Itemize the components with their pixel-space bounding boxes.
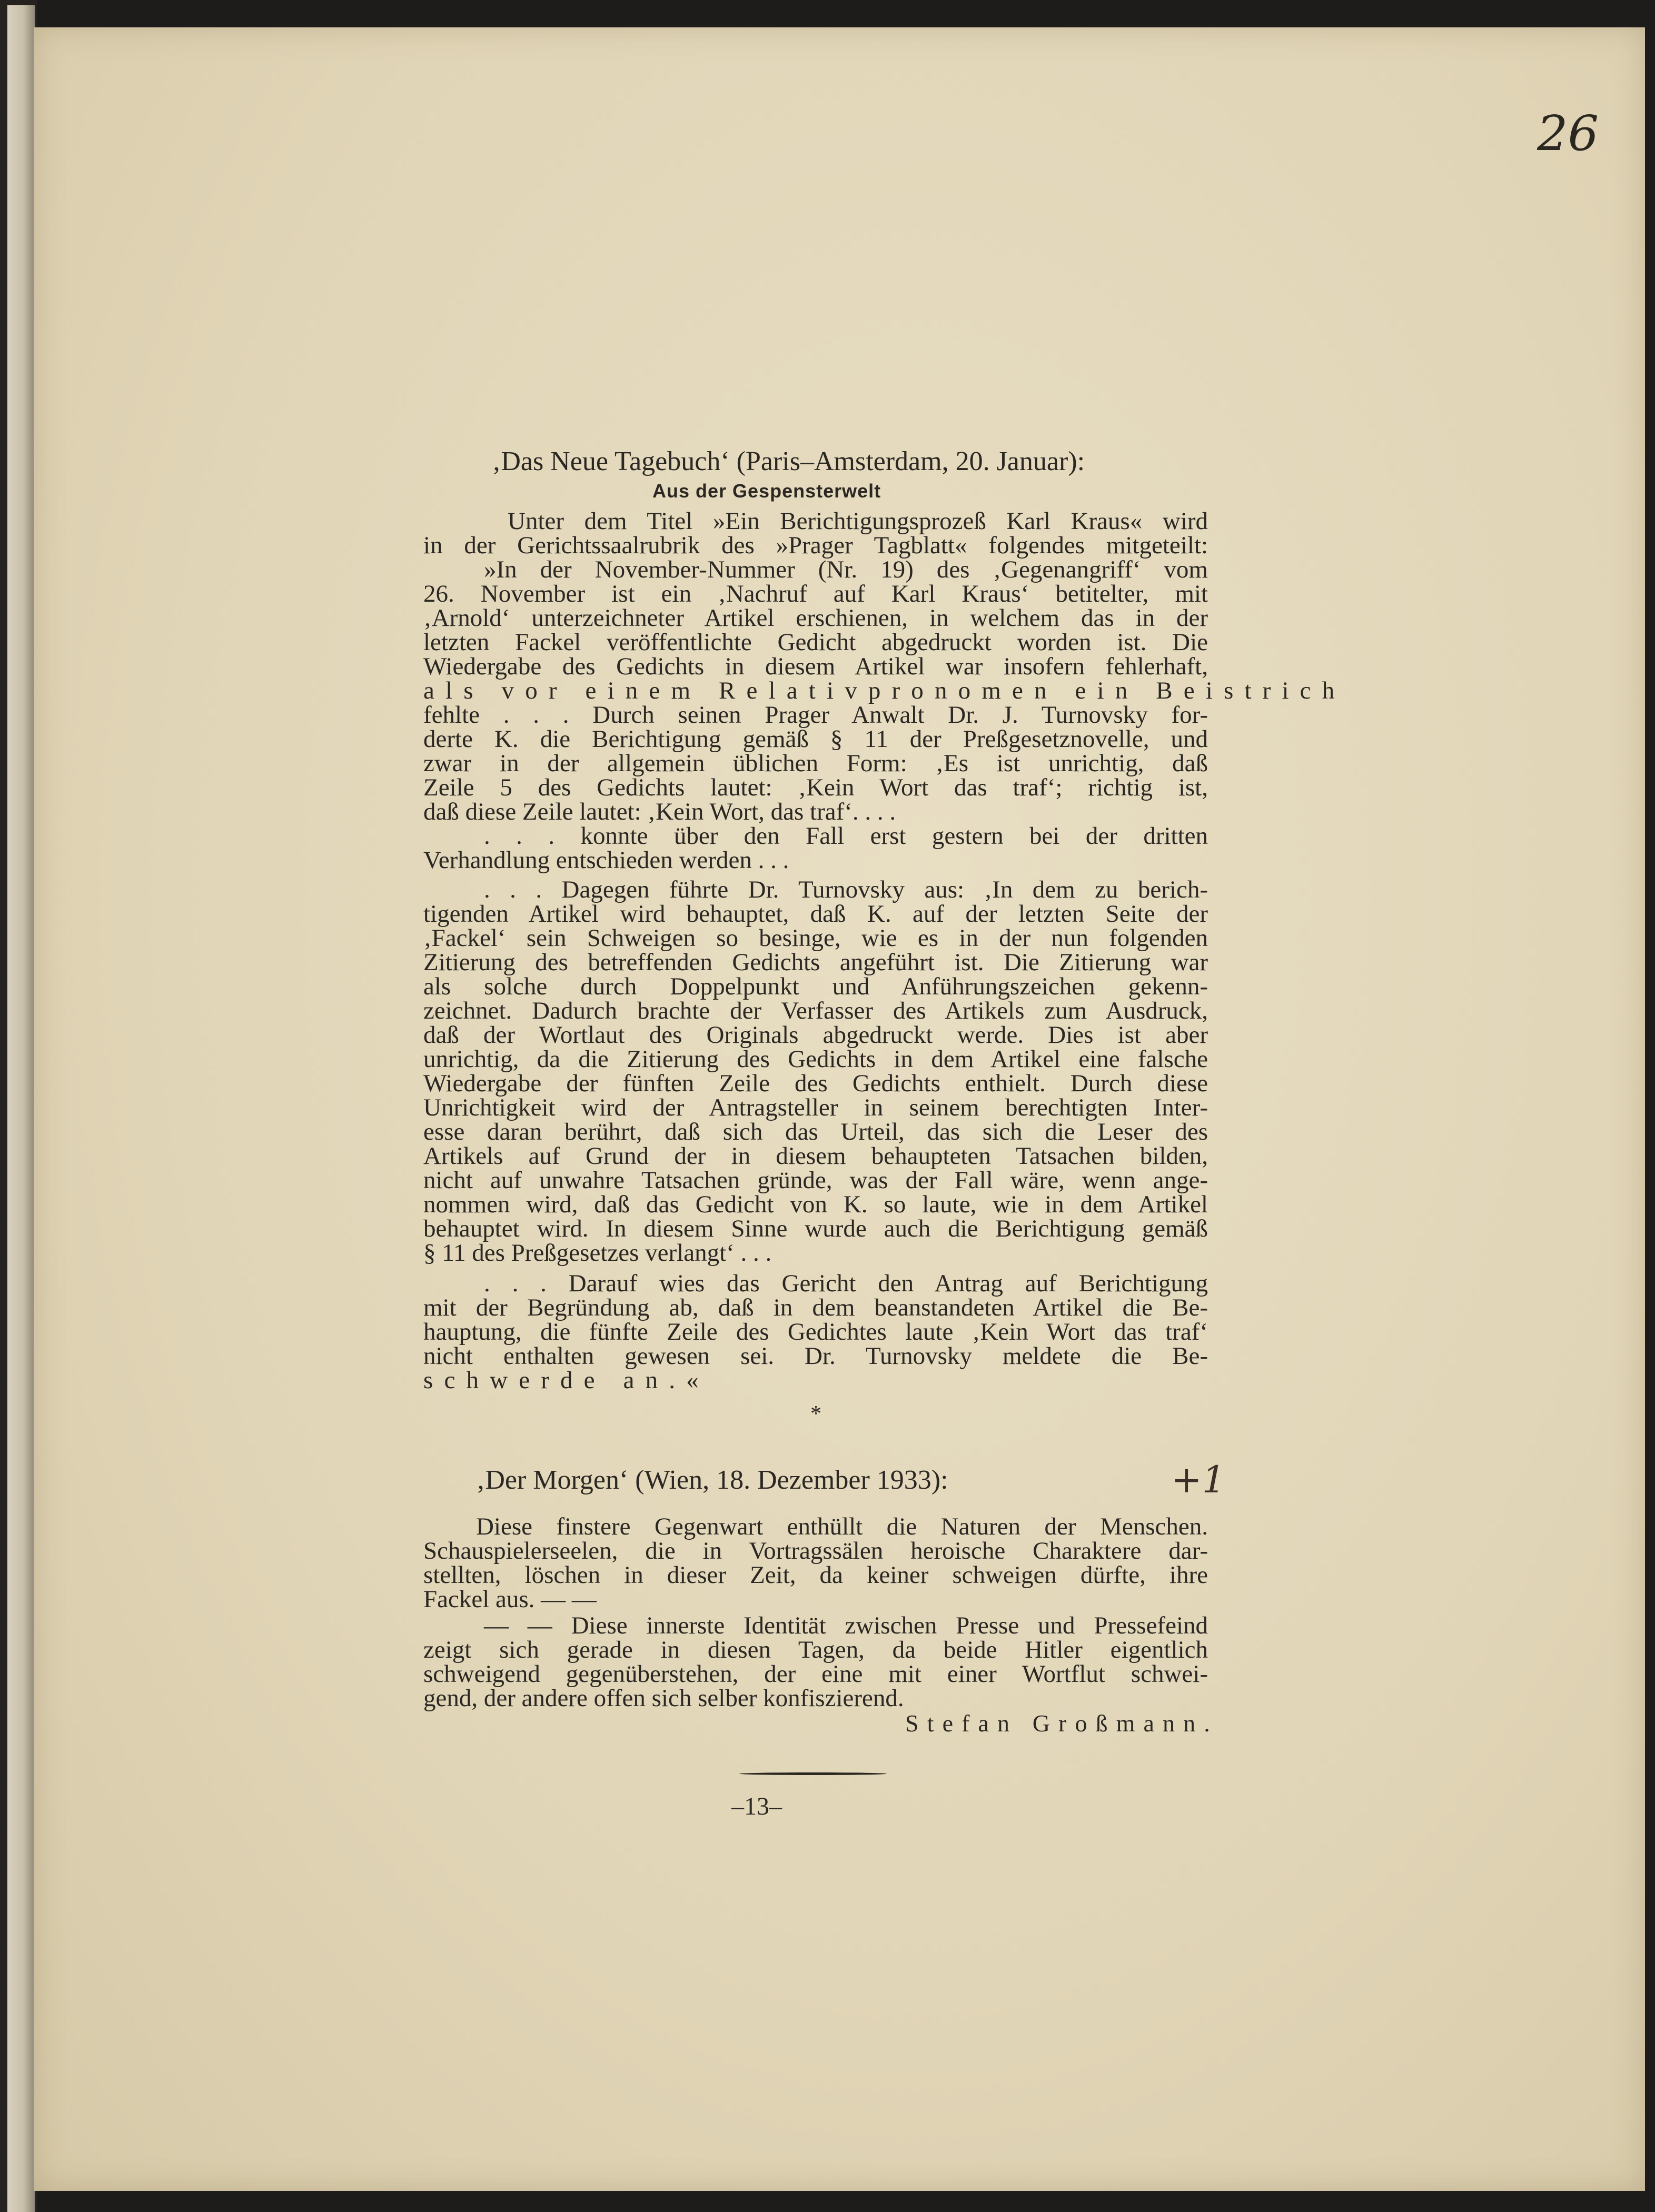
- article-2-line: schweigend gegenüberstehen, der eine mit einer Wortflut schwei-: [423, 1660, 1208, 1688]
- article-2-line: stellten, löschen in dieser Zeit, da keiner schweigen dürfte, ihre: [423, 1561, 1208, 1589]
- article-1-line: esse daran berührt, daß sich das Urteil, das sich die Leser des: [423, 1118, 1208, 1145]
- article-1-line: in der Gerichtssaalrubrik des »Prager Tagblatt« folgendes mitgeteilt:: [423, 532, 1208, 559]
- article-1-line: nicht auf unwahre Tatsachen gründe, was der Fall wäre, wenn ange-: [423, 1167, 1208, 1194]
- article-1-line: 26. November ist ein ‚Nachruf auf Karl Kraus‘ betitelter, mit: [423, 580, 1208, 607]
- article-1-line: Wiedergabe der fünften Zeile des Gedichts enthielt. Durch diese: [423, 1070, 1208, 1097]
- article-2-line: — — Diese innerste Identität zwischen Presse und Pressefeind: [484, 1612, 1208, 1639]
- article-1-line: . . . Darauf wies das Gericht den Antrag auf Berichtigung: [484, 1270, 1208, 1297]
- article-2-line: gend, der andere offen sich selber konfiszierend.: [423, 1685, 904, 1712]
- document-page: [34, 27, 1645, 2191]
- article-1-line: als vor einem Relativpronomen ein Beistrich: [423, 677, 1346, 704]
- article-1-line: . . . konnte über den Fall erst gestern bei der dritten: [484, 822, 1208, 850]
- folio-number: 26: [1537, 105, 1599, 162]
- page-number: –13–: [731, 1792, 782, 1820]
- article-1-line: Unrichtigkeit wird der Antragsteller in seinem berechtigten Inter-: [423, 1094, 1208, 1121]
- article-1-heading: ‚Das Neue Tagebuch‘ (Paris–Amsterdam, 20. Januar):: [492, 446, 1085, 476]
- article-1-line: derte K. die Berichtigung gemäß § 11 der Preßgesetznovelle, und: [423, 725, 1208, 753]
- article-1-line: Wiedergabe des Gedichts in diesem Artikel war insofern fehlerhaft,: [423, 653, 1208, 680]
- article-1-line: tigenden Artikel wird behauptet, daß K. auf der letzten Seite der: [423, 900, 1208, 928]
- article-1-line: hauptung, die fünfte Zeile des Gedichtes laute ‚Kein Wort das traf‘: [423, 1318, 1208, 1346]
- article-1-line: daß der Wortlaut des Originals abgedruckt werde. Dies ist aber: [423, 1021, 1208, 1049]
- article-1-line: Artikels auf Grund der in diesem behaupteten Tatsachen bilden,: [423, 1142, 1208, 1170]
- article-1-line: zwar in der allgemein üblichen Form: ‚Es ist unrichtig, daß: [423, 750, 1208, 777]
- article-1-line: Zitierung des betreffenden Gedichts angeführt ist. Die Zitierung war: [423, 949, 1208, 976]
- article-1-line: zeichnet. Dadurch brachte der Verfasser des Artikels zum Ausdruck,: [423, 997, 1208, 1024]
- article-1-line: schwerde an.«: [423, 1367, 710, 1394]
- article-2-line: Fackel aus. — —: [423, 1586, 597, 1613]
- article-2-line: zeigt sich gerade in diesen Tagen, da beide Hitler eigentlich: [423, 1636, 1208, 1663]
- article-2-line: Diese finstere Gegenwart enthüllt die Naturen der Menschen.: [476, 1513, 1208, 1540]
- article-1-line: § 11 des Preßgesetzes verlangt‘ . . .: [423, 1239, 772, 1267]
- article-1-line: letzten Fackel veröffentlichte Gedicht abgedruckt worden ist. Die: [423, 629, 1208, 656]
- article-1-line: ‚Arnold‘ unterzeichneter Artikel erschienen, in welchem das in der: [423, 604, 1208, 632]
- article-1-line: mit der Begründung ab, daß in dem beanstandeten Artikel die Be-: [423, 1294, 1208, 1321]
- previous-page-edge: [7, 5, 35, 2212]
- article-1-line: fehlte . . . Durch seinen Prager Anwalt Dr. J. Turnovsky for-: [423, 701, 1208, 729]
- article-1-line: ‚Fackel‘ sein Schweigen so besinge, wie es in der nun folgenden: [423, 924, 1208, 952]
- article-1-line: . . . Dagegen führte Dr. Turnovsky aus: ‚In dem zu berich-: [484, 876, 1208, 903]
- article-1-line: Zeile 5 des Gedichts lautet: ‚Kein Wort das traf‘; richtig ist,: [423, 774, 1208, 801]
- article-1-line: »In der November-Nummer (Nr. 19) des ‚Gegenangriff‘ vom: [484, 556, 1208, 583]
- section-separator: *: [810, 1402, 821, 1426]
- article-1-line: nommen wird, daß das Gedicht von K. so laute, wie in dem Artikel: [423, 1191, 1208, 1218]
- article-1-line: Unter dem Titel »Ein Berichtigungsprozeß Karl Kraus« wird: [508, 507, 1208, 535]
- article-1-line: daß diese Zeile lautet: ‚Kein Wort, das traf‘. . . .: [423, 798, 896, 825]
- article-1-subtitle: Aus der Gespensterwelt: [652, 480, 881, 502]
- handwritten-annotation: +1: [1171, 1458, 1226, 1501]
- article-1-line: als solche durch Doppelpunkt und Anführungszeichen gekenn-: [423, 973, 1208, 1000]
- article-2-line: Schauspielerseelen, die in Vortragssälen heroische Charaktere dar-: [423, 1537, 1208, 1565]
- closing-rule: [739, 1772, 887, 1775]
- signature: Stefan Großmann.: [905, 1710, 1218, 1737]
- article-1-line: Verhandlung entschieden werden . . .: [423, 846, 789, 874]
- article-1-line: unrichtig, da die Zitierung des Gedichts in dem Artikel eine falsche: [423, 1045, 1208, 1073]
- article-2-heading: ‚Der Morgen‘ (Wien, 18. Dezember 1933):: [476, 1465, 948, 1495]
- article-1-line: behauptet wird. In diesem Sinne wurde auch die Berichtigung gemäß: [423, 1215, 1208, 1242]
- article-1-line: nicht enthalten gewesen sei. Dr. Turnovsky meldete die Be-: [423, 1342, 1208, 1370]
